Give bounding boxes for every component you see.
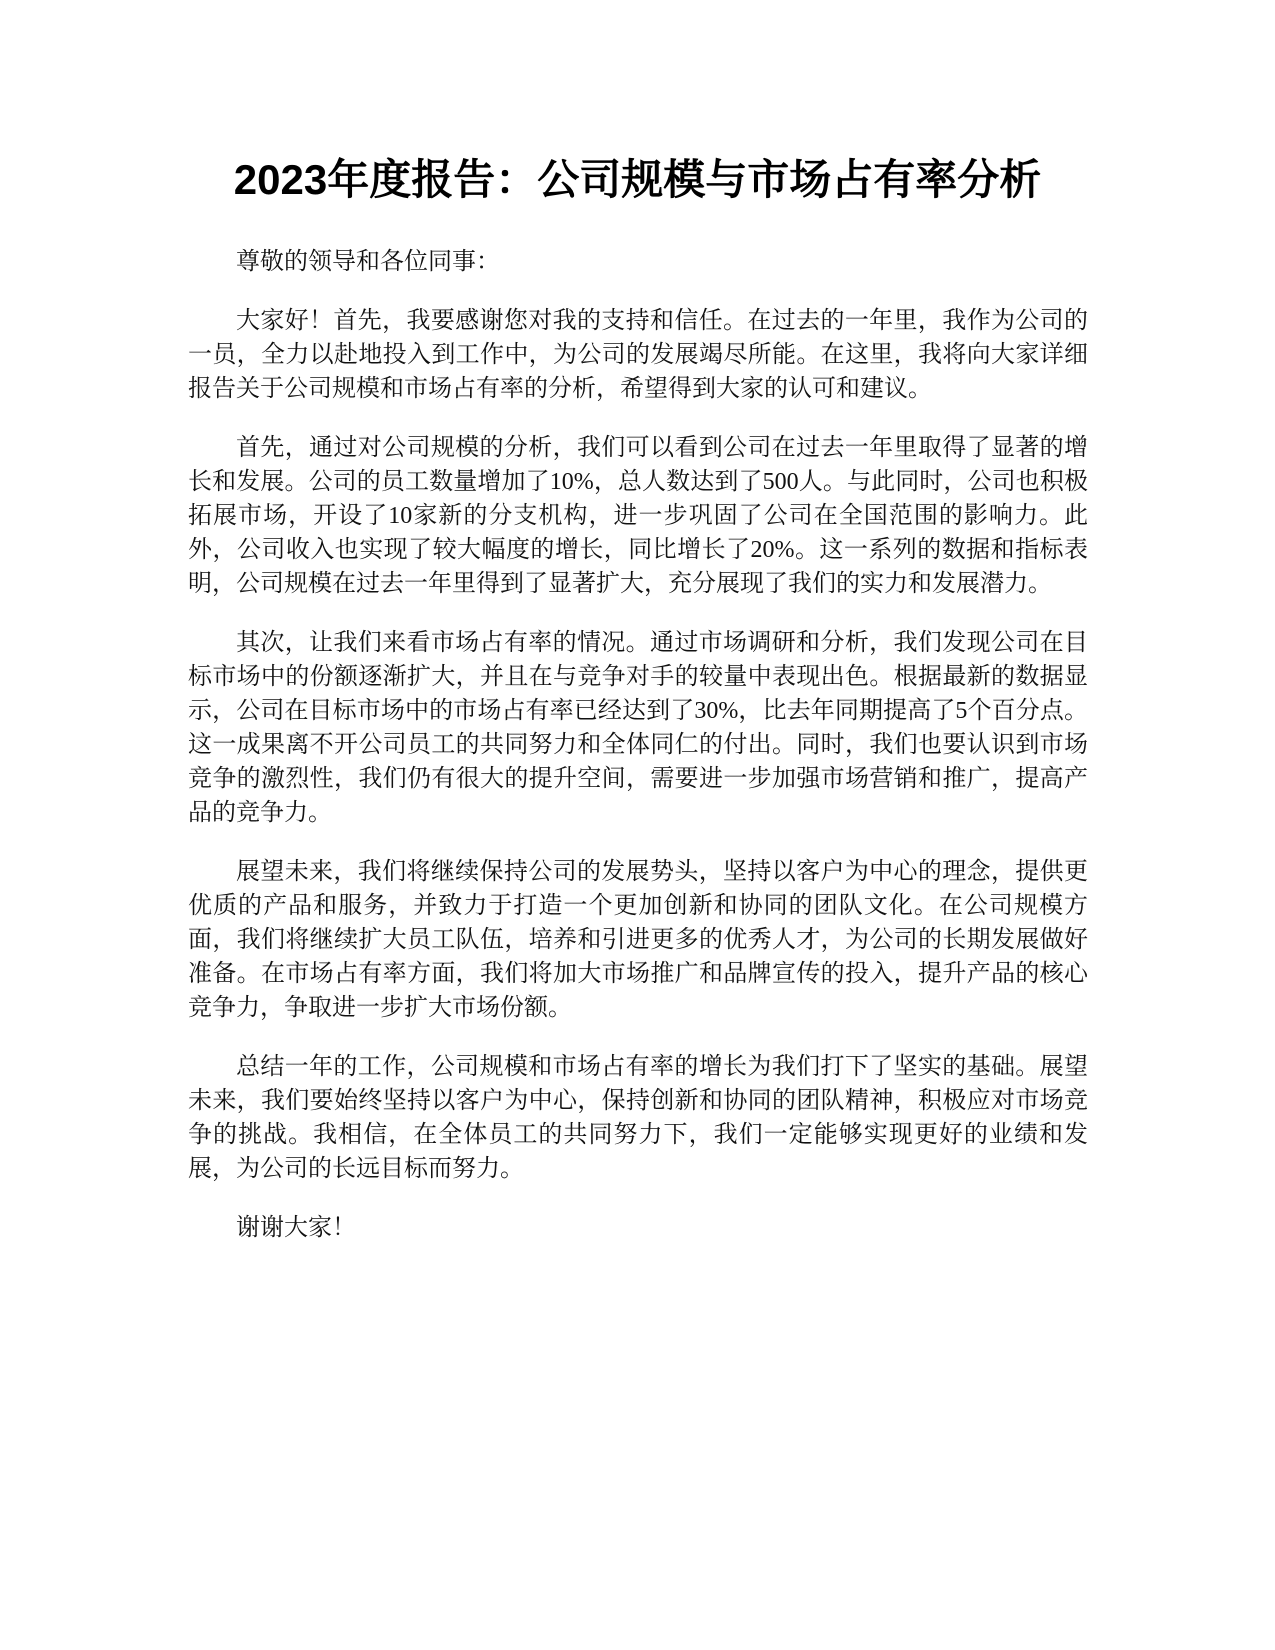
paragraph-market-share: 其次，让我们来看市场占有率的情况。通过市场调研和分析，我们发现公司在目标市场中的份额逐渐扩大，并且在与竞争对手的较量中表现出色。根据最新的数据显示，公司在目标市场中的市场占有率已经达到了30%，比去年同期提高了5个百分点。这一成果离不开公司员工的共同努力和全体同仁的付出。同时，我们也要认识到市场竞争的激烈性，我们仍有很大的提升空间，需要进一步加强市场营销和推广，提高产品的竞争力。: [188, 630, 1088, 826]
document-body: [188, 245, 1088, 1245]
document-title: 2023年度报告：公司规模与市场占有率分析: [233, 156, 1042, 203]
paragraph-company-scale: 首先，通过对公司规模的分析，我们可以看到公司在过去一年里取得了显著的增长和发展。公司的员工数量增加了10%，总人数达到了500人。与此同时，公司也积极拓展市场，开设了10家新的分支机构，进一步巩固了公司在全国范围的影响力。此外，公司收入也实现了较大幅度的增长，同比增长了20%。这一系列的数据和指标表明，公司规模在过去一年里得到了显著扩大，充分展现了我们的实力和发展潜力。: [188, 435, 1088, 597]
paragraph-outlook: 展望未来，我们将继续保持公司的发展势头，坚持以客户为中心的理念，提供更优质的产品和服务，并致力于打造一个更加创新和协同的团队文化。在公司规模方面，我们将继续扩大员工队伍，培养和引进更多的优秀人才，为公司的长期发展做好准备。在市场占有率方面，我们将加大市场推广和品牌宣传的投入，提升产品的核心竞争力，争取进一步扩大市场份额。: [188, 859, 1088, 1021]
paragraph-greeting: 尊敬的领导和各位同事：: [236, 249, 500, 275]
paragraph-thanks: 谢谢大家！: [236, 1215, 356, 1241]
paragraph-summary: 总结一年的工作，公司规模和市场占有率的增长为我们打下了坚实的基础。展望未来，我们要始终坚持以客户为中心，保持创新和协同的团队精神，积极应对市场竞争的挑战。我相信，在全体员工的共同努力下，我们一定能够实现更好的业绩和发展，为公司的长远目标而努力。: [188, 1054, 1088, 1182]
paragraph-opening: 大家好！首先，我要感谢您对我的支持和信任。在过去的一年里，我作为公司的一员，全力以赴地投入到工作中，为公司的发展竭尽所能。在这里，我将向大家详细报告关于公司规模和市场占有率的分析，希望得到大家的认可和建议。: [188, 308, 1088, 402]
